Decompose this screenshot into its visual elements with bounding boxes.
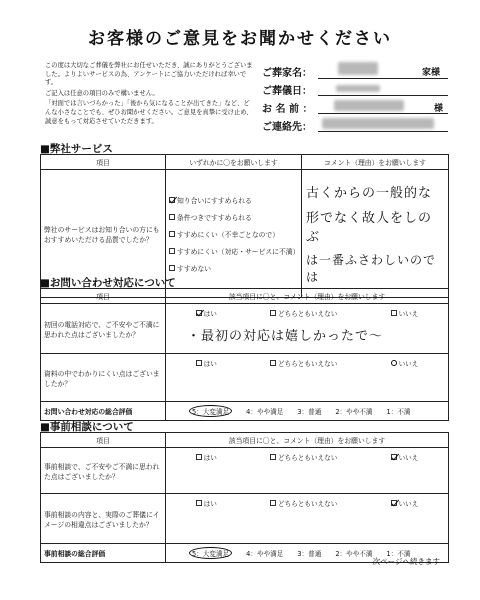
checkbox[interactable] <box>169 214 175 220</box>
question-materials: 資料の中でわかりにくい点はございましたか？ <box>41 354 166 402</box>
consult-anxiety-answer[interactable] <box>166 448 449 494</box>
checkbox[interactable] <box>169 265 175 271</box>
section-heading: ■お問い合わせ対応について <box>40 277 176 289</box>
column-header-choice: 該当項目に〇と、コメント（理由）をお願いします <box>166 433 449 448</box>
column-header-choice: 該当項目に〇と、コメント（理由）をお願いします <box>166 289 449 304</box>
family-name-label: ご葬家名： <box>262 68 312 79</box>
rating-option-selected[interactable]: 5：大変満足 <box>189 547 232 559</box>
comment-cell[interactable] <box>302 170 449 298</box>
column-header-comment: コメント（理由）をお願いします <box>302 155 449 170</box>
checkbox-checked[interactable] <box>196 310 202 316</box>
name-label: お 名 前 ： <box>262 104 313 115</box>
intro-text <box>45 62 255 128</box>
checkbox[interactable] <box>391 310 397 316</box>
yes-no-options <box>169 305 445 321</box>
rating-option[interactable]: 2：やや不満 <box>335 550 373 558</box>
rating-option[interactable]: 2：やや不満 <box>335 408 373 416</box>
checkbox[interactable] <box>270 310 276 316</box>
rating-option[interactable]: 4：やや満足 <box>246 550 284 558</box>
materials-answer[interactable] <box>166 354 449 402</box>
checkbox-checked[interactable] <box>169 197 175 203</box>
option-yes[interactable]: はい <box>196 498 217 508</box>
option-neutral[interactable]: どちらともいえない <box>270 308 337 318</box>
option-yes[interactable]: はい <box>196 308 217 318</box>
rating-option[interactable]: 1：不満 <box>386 550 411 558</box>
handwritten-comment-line: は一番ふさわしいのでは <box>306 253 437 284</box>
rating-option[interactable]: 1：不満 <box>386 408 411 416</box>
option-no[interactable]: いいえ <box>391 498 419 508</box>
intro-paragraph: この度は大切なご葬儀を弊社にお任せいただき、誠にありがとうございました。よりよいサービスの為、アンケートにご協力いただければ幸いです。 <box>45 62 253 87</box>
option-no[interactable]: いいえ <box>391 358 419 368</box>
column-header-item: 項目 <box>41 289 166 304</box>
option-conditional[interactable] <box>169 208 298 225</box>
recommend-options <box>166 170 302 298</box>
option-label: すすめにくい（不幸ごとなので） <box>177 230 280 239</box>
checkbox-checked[interactable] <box>391 500 397 506</box>
handwritten-comment-line: 古くからの一般的な <box>306 186 433 201</box>
continued-note: 次ページへ続きます <box>372 557 440 566</box>
option-hard-service[interactable] <box>169 242 298 259</box>
intro-paragraph: ご記入は任意の項目のみで構いません。 <box>45 89 159 97</box>
checkbox[interactable] <box>169 248 175 254</box>
consult-image-answer[interactable] <box>166 494 449 544</box>
family-name-line[interactable] <box>318 78 448 79</box>
contact-line[interactable] <box>318 131 448 132</box>
overall-consult-label: 事前相談の総合評価 <box>41 544 166 563</box>
checkbox-circled[interactable] <box>391 360 397 366</box>
option-hard-misfortune[interactable] <box>169 225 298 242</box>
option-label: すすめない <box>177 264 212 273</box>
funeral-date-label: ご葬儀日： <box>262 86 312 97</box>
question-consult-anxiety: 事前相談で、ご不安やご不満に思われた点はございましたか？ <box>41 448 166 494</box>
checkbox[interactable] <box>196 500 202 506</box>
yes-no-options <box>169 495 445 511</box>
yes-no-options <box>169 449 445 465</box>
option-neutral[interactable]: どちらともいえない <box>270 358 337 368</box>
option-no[interactable]: いいえ <box>391 452 419 462</box>
column-header-choice: いずれかに〇をお願いします <box>166 155 302 170</box>
question-consult-image: 事前相談の内容と、実際のご葬儀にイメージの相違点はございましたか？ <box>41 494 166 544</box>
option-neutral[interactable]: どちらともいえない <box>270 498 337 508</box>
name-line[interactable] <box>318 113 448 114</box>
question-recommend: 弊社のサービスはお知り合いの方にもおすすめいただける品質でしたか？ <box>41 170 166 298</box>
section-heading: ■事前相談について <box>40 421 134 433</box>
overall-inquiry-label: お問い合わせ対応の総合評価 <box>41 402 166 421</box>
checkbox[interactable] <box>270 360 276 366</box>
overall-inquiry-rating[interactable] <box>166 402 449 421</box>
section-heading: ■弊社サービス <box>40 143 113 155</box>
redacted-contact <box>322 118 434 129</box>
option-no[interactable]: いいえ <box>391 308 419 318</box>
yes-no-options <box>169 355 445 371</box>
option-label: 知り合いにすすめられる <box>177 196 252 205</box>
checkbox[interactable] <box>196 360 202 366</box>
checkbox[interactable] <box>270 500 276 506</box>
redacted-name <box>334 100 404 111</box>
redacted-family-name <box>338 62 378 75</box>
contact-label: ご連絡先： <box>262 122 312 133</box>
redacted-date <box>336 85 380 92</box>
handwritten-comment: ・最初の対応は嬉しかったで～ <box>187 329 384 344</box>
rating-option[interactable]: 3：普通 <box>297 550 322 558</box>
option-label: すすめにくい（対応・サービスに不満） <box>176 247 300 256</box>
option-yes[interactable]: はい <box>196 358 217 368</box>
option-label: 条件つきですすめられる <box>177 213 252 222</box>
consultation-table <box>40 432 449 563</box>
handwritten-comment-line: 形でなく故人をしのぶ <box>306 211 433 245</box>
page-title: お客様のご意見をお聞かせください <box>88 29 392 49</box>
checkbox[interactable] <box>270 454 276 460</box>
rating-scale <box>169 405 445 417</box>
intro-paragraph: 「対面では言いづらかった」「後から気になることが出てきた」など、どんな小さなことでも、ぜひお聞かせください。ご意見を真摯に受け止め、誠意をもって対応させていただきます。 <box>45 100 253 125</box>
funeral-date-line[interactable] <box>318 95 448 96</box>
inquiry-table <box>40 288 449 421</box>
family-suffix: 家様 <box>422 68 441 78</box>
option-neutral[interactable]: どちらともいえない <box>270 452 337 462</box>
checkbox[interactable] <box>196 454 202 460</box>
checkbox[interactable] <box>169 231 175 237</box>
option-recommend[interactable] <box>169 191 298 208</box>
option-not-recommend[interactable] <box>169 259 298 276</box>
rating-option-selected[interactable]: 5：大変満足 <box>189 405 232 417</box>
name-suffix: 様 <box>434 104 444 114</box>
checkbox-checked[interactable] <box>391 454 397 460</box>
first-call-answer <box>166 304 449 354</box>
option-yes[interactable]: はい <box>196 452 217 462</box>
rating-option[interactable]: 4：やや満足 <box>246 408 284 416</box>
rating-option[interactable]: 3：普通 <box>297 408 322 416</box>
question-first-call: 初回の電話対応で、ご不安やご不満に思われた点はございましたか？ <box>41 304 166 354</box>
column-header-item: 項目 <box>41 155 166 170</box>
column-header-item: 項目 <box>41 433 166 448</box>
